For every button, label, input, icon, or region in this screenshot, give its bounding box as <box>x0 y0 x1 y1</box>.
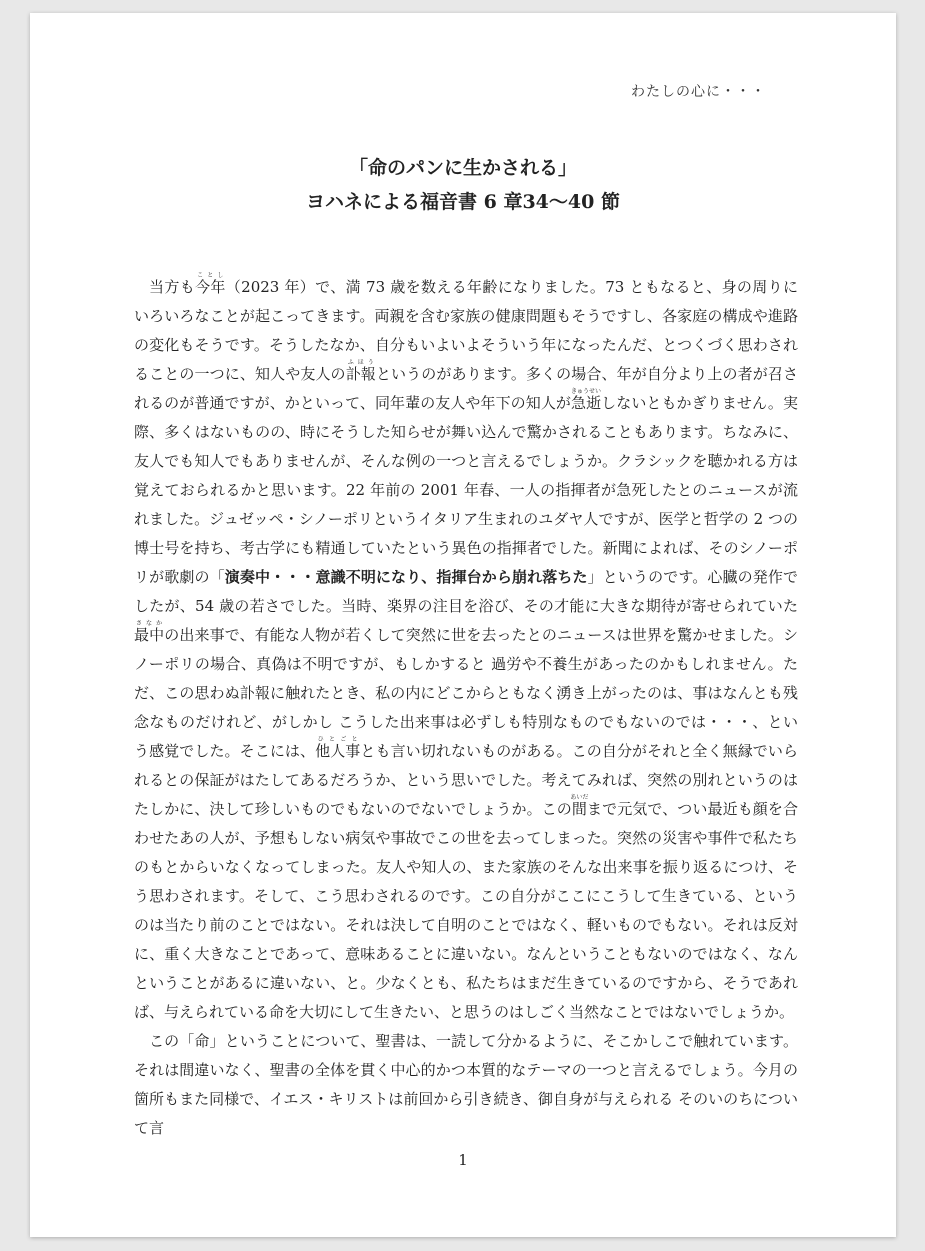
text-segment: （2023 年）で、満 73 歳を数える年齢になりました。73 ともなると、身の周りにいろいろなことが起こってきます。両親を含む家族の健康問題もそうですし、各家庭の構成や進路の変化もそうです。そうしたなか、自分もいよいよそういう年になったんだ、とつくづく思わされることの一つに、知人や友人の <box>134 278 798 383</box>
body-text <box>134 272 798 1143</box>
ruby-hitogoto <box>315 736 361 760</box>
document-page <box>30 13 896 1237</box>
text-segment: というのがあります。多くの場合、年が自分より上の者が召されるのが普通ですが、かといって、同年輩の友人や年下の知人が <box>134 365 798 412</box>
ruby-reading: ひとごと <box>315 736 361 743</box>
text-segment: の出来事で、有能な人物が若くして突然に世を去ったとのニュースは世界を驚かせました。シノーポリの場合、真偽は不明ですが、もしかすると 過労や不養生があったのかもしれません。ただ、この思わぬ訃報に触れたとき、私の内にどこからともなく湧き上がったのは、事はなんとも残念なものだけれど、がしかし こうした出来事は必ずしも特別なものでもないのでは・・・、という感覚でした。そこには、 <box>134 626 798 760</box>
ruby-aida <box>570 794 589 818</box>
text-segment: とも言い切れないものがある。この自分がそれと全く無縁でいられるとの保証がはたしてあるだろうか、という思いでした。考えてみれば、突然の別れというのは たしかに、決して珍しいものでもないのでないでしょうか。この <box>134 742 798 818</box>
ruby-base: 間 <box>570 800 589 818</box>
text-segment: しないともかぎりません。実際、多くはないものの、時にそうした知らせが舞い込んで驚かされることもあります。ちなみに、友人でも知人でもありませんが、そんな例の一つと言えるでしょうか。クラシックを聴かれる方は覚えておられるかと思います。22 年前の 2001 年春、一人の指揮者が急死したとのニュースが流れました。ジュゼッペ・シノーポリというイタリア生まれのユダヤ人ですが、医学と哲学の 2 つの博士号を持ち、考古学にも精通していたという異色の指揮者でした。新聞によれば、そのシノーポリが歌劇の「 <box>134 394 798 586</box>
ruby-fuhou <box>345 359 376 383</box>
ruby-reading: さなか <box>134 620 165 627</box>
text-segment: 当方も <box>149 278 196 296</box>
ruby-base: 最中 <box>134 626 165 644</box>
ruby-kyuusei <box>570 388 602 412</box>
ruby-base: 急逝 <box>570 394 602 412</box>
header-note: わたしの心に・・・ <box>631 84 766 100</box>
emphasized-quote: 演奏中・・・意識不明になり、指揮台から崩れ落ちた <box>224 568 588 586</box>
paragraph-2: この「命」ということについて、聖書は、一読して分かるように、そこかしこで触れています。それは間違いなく、聖書の全体を貫く中心的かつ本質的なテーマの一つと言えるでしょう。今月の箇所もまた同様で、イエス・キリストは前回から引き続き、御自身が与えられる そのいのちについて言 <box>134 1032 798 1137</box>
title-block <box>30 151 896 219</box>
ruby-base: 訃報 <box>345 365 376 383</box>
ruby-kotoshi <box>195 272 226 296</box>
title-line-1: 「命のパンに生かされる」 <box>348 157 577 179</box>
ruby-reading: ことし <box>195 272 226 279</box>
ruby-sanaka <box>134 620 165 644</box>
ruby-base: 今年 <box>195 278 226 296</box>
title-line-2: ヨハネによる福音書 6 章34〜40 節 <box>306 191 620 213</box>
ruby-reading: あいだ <box>570 794 589 801</box>
ruby-base: 他人事 <box>315 742 361 760</box>
text-segment: まで元気で、つい最近も顔を合わせたあの人が、予想もしない病気や事故でこの世を去ってしまった。突然の災害や事件で私たちのもとからいなくなってしまった。友人や知人の、また家族のそんな出来事を振り返るにつけ、そう思わされます。そして、こう思わされるのです。この自分がここにこうして生きている、というのは当たり前のことではない。それは決して自明のことではなく、軽いものでもない。それは反対に、重く大きなことであって、意味あることに違いない。なんということもないのではなく、なんということがあるに違いない、と。少なくとも、私たちはまだ生きているのですから、そうであれば、与えられている命を大切にして生きたい、と思うのはしごく当然なことではないでしょうか。 <box>134 800 798 1021</box>
paragraph-1 <box>134 272 798 1027</box>
ruby-reading: きゅうせい <box>570 388 602 395</box>
ruby-reading: ふほう <box>345 359 376 366</box>
page-number: 1 <box>458 1151 468 1169</box>
text-segment: 」というのです。心臓の発作でしたが、54 歳の若さでした。当時、楽界の注目を浴び、その才能に大きな期待が寄せられていた <box>134 568 798 615</box>
